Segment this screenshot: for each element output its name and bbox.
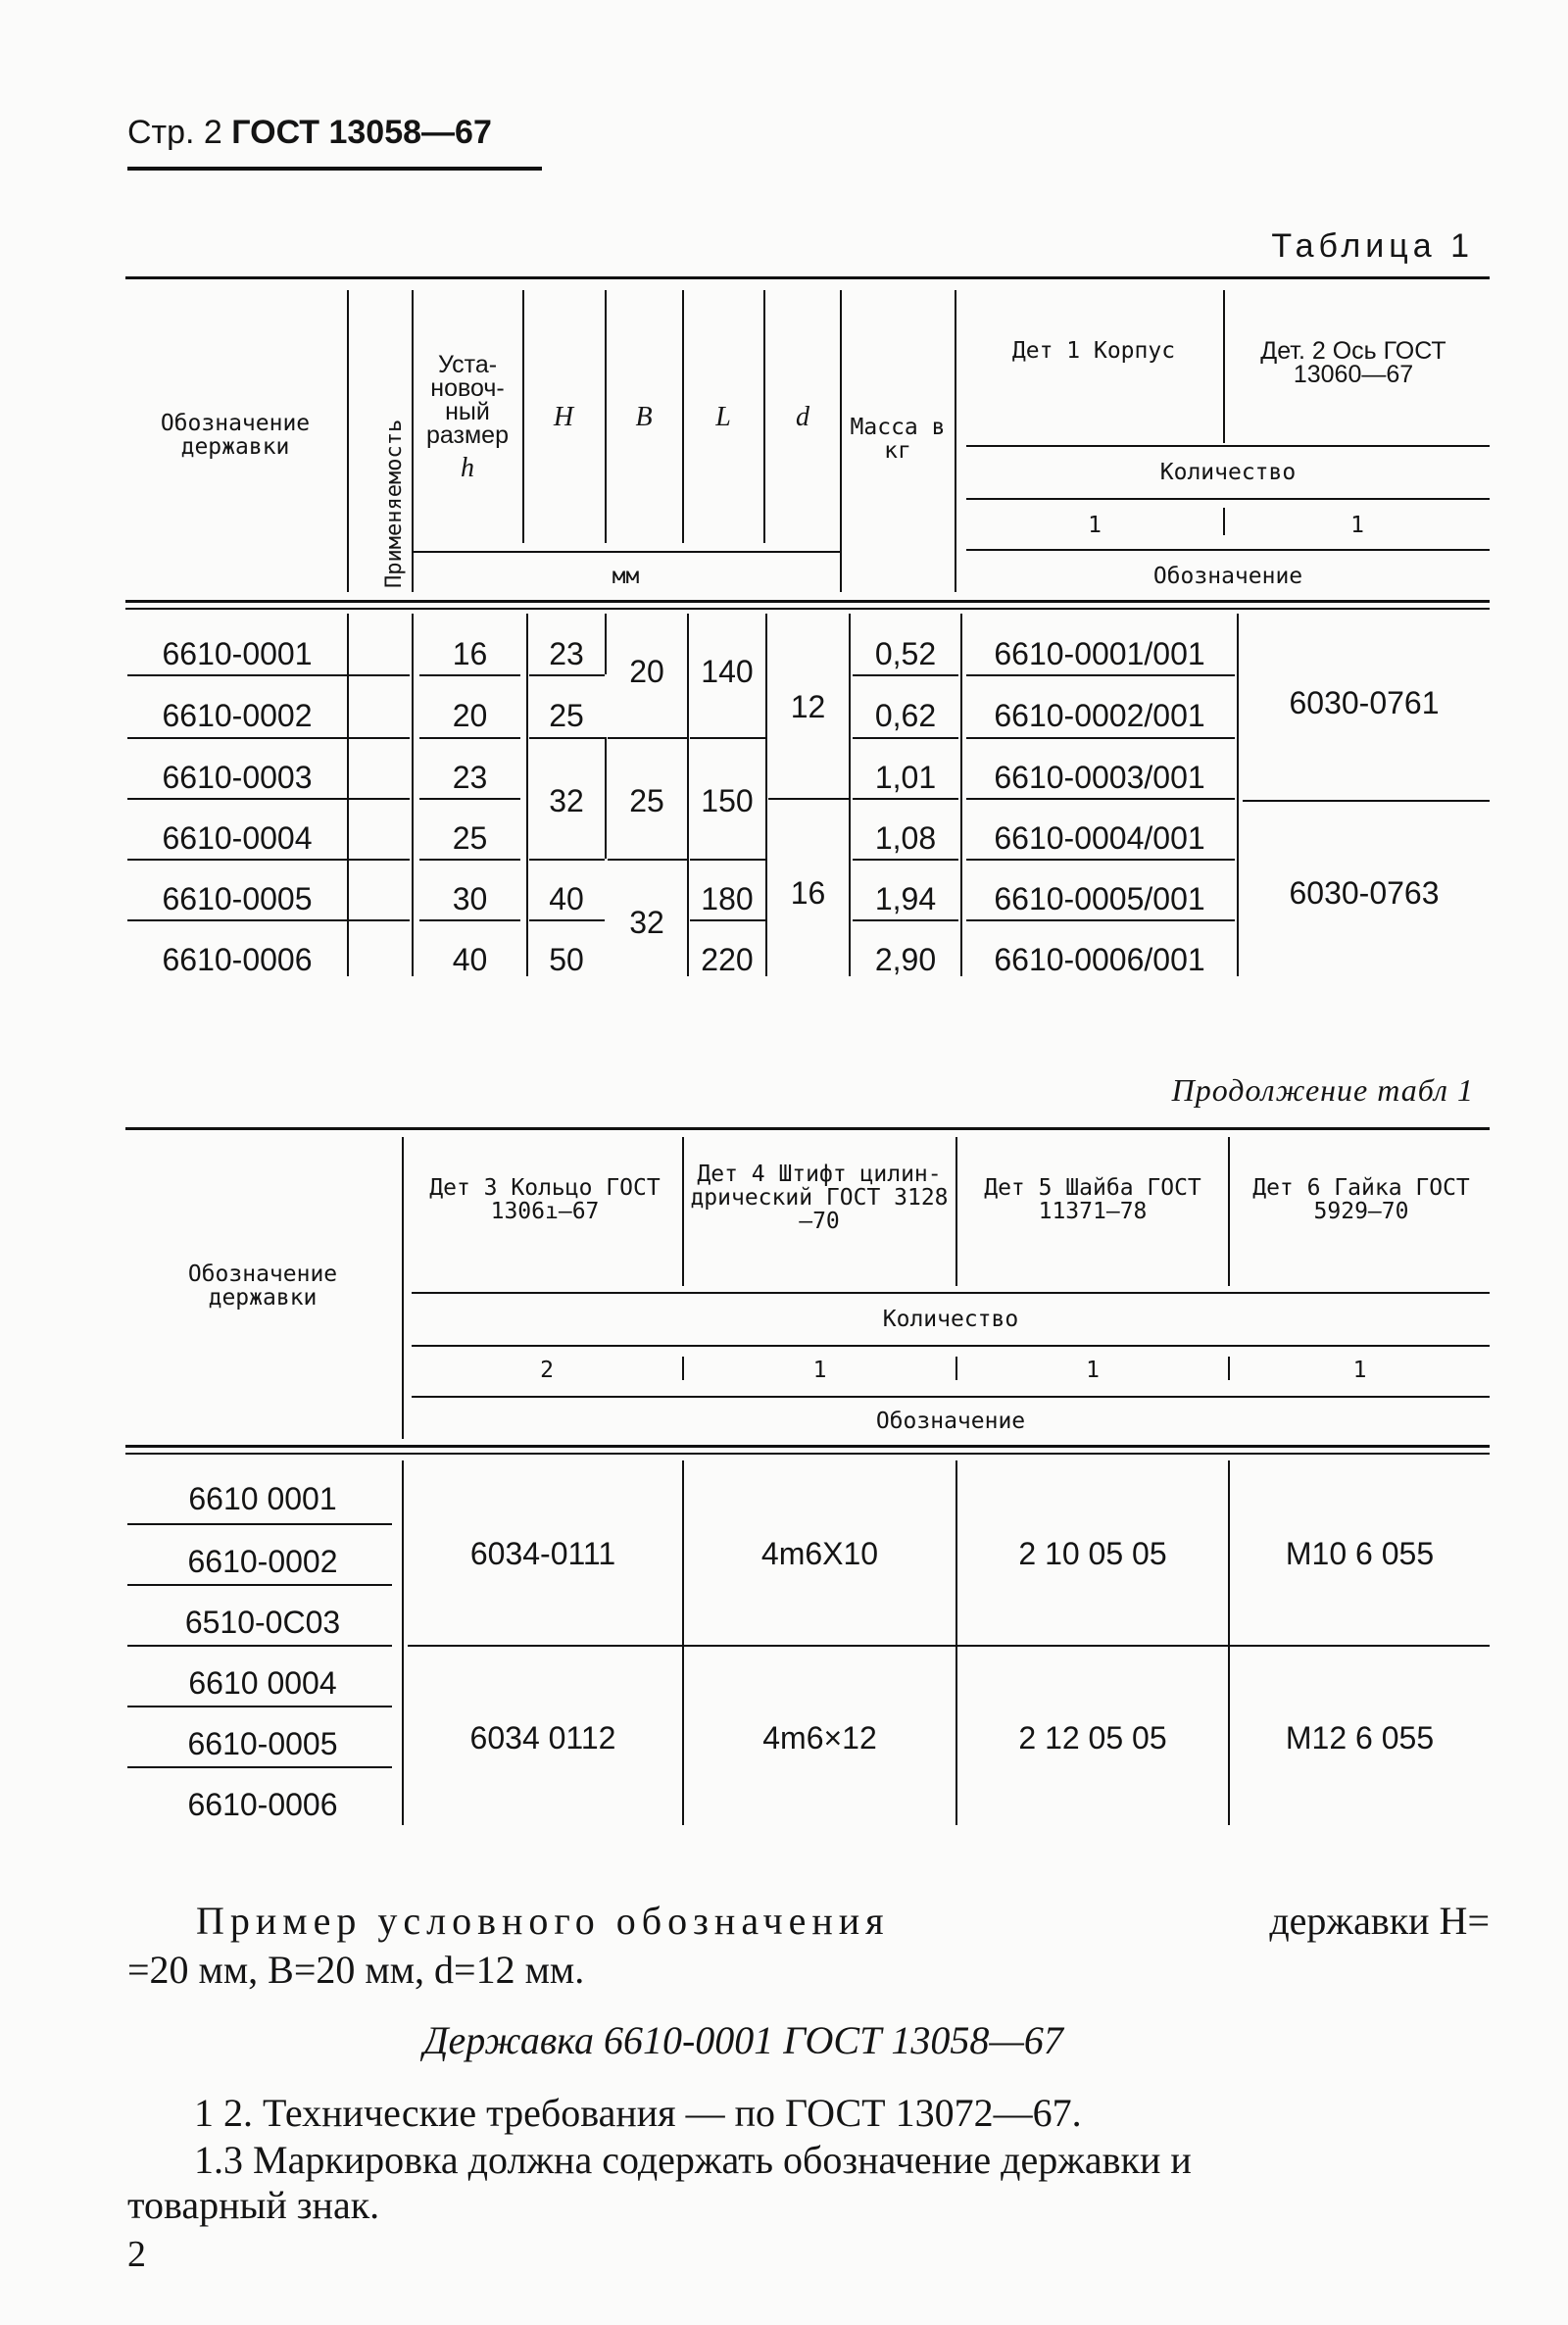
t1-row1-designation: 6610-0001 [162,636,313,671]
table2-caption: Продолжение табл 1 [1171,1072,1474,1108]
t1-row2-det1: 6610-0002/001 [994,698,1205,733]
t1-row5-det1: 6610-0005/001 [994,881,1205,916]
table1-caption: Таблица 1 [1271,227,1474,265]
t1-row6-det1: 6610-0006/001 [994,942,1205,977]
t1-row2-mass: 0,62 [874,698,937,733]
t1-row5-designation: 6610-0005 [162,881,313,916]
t2-head-designation: Обозначение державки [187,1261,338,1311]
t1-head-mass: Масса в кг [850,415,946,464]
example-line2: =20 мм, B=20 мм, d=12 мм. [127,1948,585,1992]
t2-group2-det3: 6034 0112 [469,1720,616,1756]
t1-row1-mass: 0,52 [874,636,937,671]
t1-head-H: H [553,402,574,432]
t2-head-q6: 1 [1352,1358,1367,1383]
t1-head-L: L [715,402,731,432]
t1-row6-H: 50 [549,942,584,977]
paragraph-1-3-line1: 1.3 Маркировка должна содержать обозначение державки и [194,2138,1192,2182]
t2-row3-designation: 6510-0С03 [184,1605,341,1640]
example-rest: державки H= [1269,1899,1490,1943]
t1-row3-h: 23 [452,760,488,795]
t1-row3-designation: 6610-0003 [162,760,313,795]
t1-row1-H: 23 [549,636,584,671]
t1-head-det1: Дет 1 Корпус [1011,338,1176,364]
running-header [127,114,492,152]
t1-row12-B: 20 [629,654,664,689]
t2-group2-det5: 2 12 05 05 [1018,1720,1167,1756]
t1-row34-L: 150 [701,783,754,818]
t1-head-d: d [796,402,809,432]
paragraph-1-2: 1 2. Технические требования — по ГОСТ 13072—67. [194,2091,1082,2135]
header-rule [127,167,542,171]
t2-row2-designation: 6610-0002 [187,1544,338,1579]
t1-head-quantity: Количество [1159,460,1297,485]
t1-row2-designation: 6610-0002 [162,698,313,733]
page-label: Стр. 2 [127,114,222,151]
standard-number: ГОСТ 13058—67 [231,114,492,151]
t1-row1-det1: 6610-0001/001 [994,636,1205,671]
t1-row5-h: 30 [452,881,488,916]
t1-rows456-det2: 6030-0763 [1289,875,1440,911]
example-spaced: Пример условного обозначения [196,1899,890,1943]
t1-head-setting-size: Уста-новоч-ный размер [426,351,509,449]
t1-row4-designation: 6610-0004 [162,820,313,856]
t1-head-applicability: Применяемость [382,419,407,588]
t1-head-qty1: 1 [1088,513,1102,538]
t1-rows123-det2: 6030-0761 [1289,685,1440,720]
t1-head-designation: Обозначение державки [160,411,311,460]
t1-row6-L: 220 [701,942,754,977]
t2-row4-designation: 6610 0004 [188,1665,337,1701]
t2-group2-det6: М12 6 055 [1285,1720,1435,1756]
t2-group1-det6: М10 6 055 [1285,1536,1435,1571]
t1-row2-h: 20 [452,698,488,733]
t1-head-units: мм [612,564,640,589]
t1-row6-mass: 2,90 [874,942,937,977]
t2-head-q3: 2 [540,1358,554,1383]
t2-head-q5: 1 [1086,1358,1100,1383]
t1-row6-h: 40 [452,942,488,977]
t1-row5-H: 40 [549,881,584,916]
t1-rows123-d: 12 [790,689,826,724]
t1-row2-H: 25 [549,698,584,733]
t1-row34-B: 25 [629,783,664,818]
t1-row4-h: 25 [452,820,488,856]
t1-row34-H: 32 [549,783,584,818]
paragraph-1-3-line2: товарный знак. [127,2183,380,2227]
t1-row3-mass: 1,01 [874,760,937,795]
t2-row1-designation: 6610 0001 [188,1481,337,1516]
t1-head-h: h [461,453,474,483]
t2-head-oboz: Обозначение [875,1409,1026,1434]
t1-row6-designation: 6610-0006 [162,942,313,977]
t2-row5-designation: 6610-0005 [187,1726,338,1761]
t1-row4-det1: 6610-0004/001 [994,820,1205,856]
t2-head-quantity: Количество [882,1307,1019,1332]
t1-row5-L: 180 [701,881,754,916]
t2-group1-det3: 6034-0111 [469,1536,616,1571]
t1-rows456-d: 16 [790,875,826,911]
t1-head-qty2: 1 [1350,513,1364,538]
t1-row12-L: 140 [701,654,754,689]
t2-head-q4: 1 [812,1358,827,1383]
t2-group1-det5: 2 10 05 05 [1018,1536,1167,1571]
t2-head-det6: Дет 6 Гайка ГОСТ 5929—70 [1252,1175,1470,1224]
page-number: 2 [127,2234,146,2275]
t2-row6-designation: 6610-0006 [187,1787,338,1822]
t2-head-det5: Дет 5 Шайба ГОСТ 11371—78 [984,1175,1201,1224]
t2-group2-det4: 4m6×12 [762,1720,877,1756]
t1-row56-B: 32 [629,905,664,940]
example-line1 [196,1898,1490,1945]
t1-row1-h: 16 [452,636,488,671]
t1-row4-mass: 1,08 [874,820,937,856]
example-code: Державка 6610-0001 ГОСТ 13058—67 [423,2018,1063,2062]
t2-head-det3: Дет 3 Кольцо ГОСТ 1306ı—67 [429,1175,661,1224]
t1-head-B: B [635,402,653,432]
t2-group1-det4: 4m6X10 [760,1536,879,1571]
t1-head-det2: Дет. 2 Ось ГОСТ 13060—67 [1260,337,1446,388]
t2-head-det4: Дет 4 Штифт цилин-дрический ГОСТ 3128—70 [690,1162,949,1234]
t1-row5-mass: 1,94 [874,881,937,916]
t1-head-oboz: Обозначение [1152,564,1303,589]
t1-row3-det1: 6610-0003/001 [994,760,1205,795]
